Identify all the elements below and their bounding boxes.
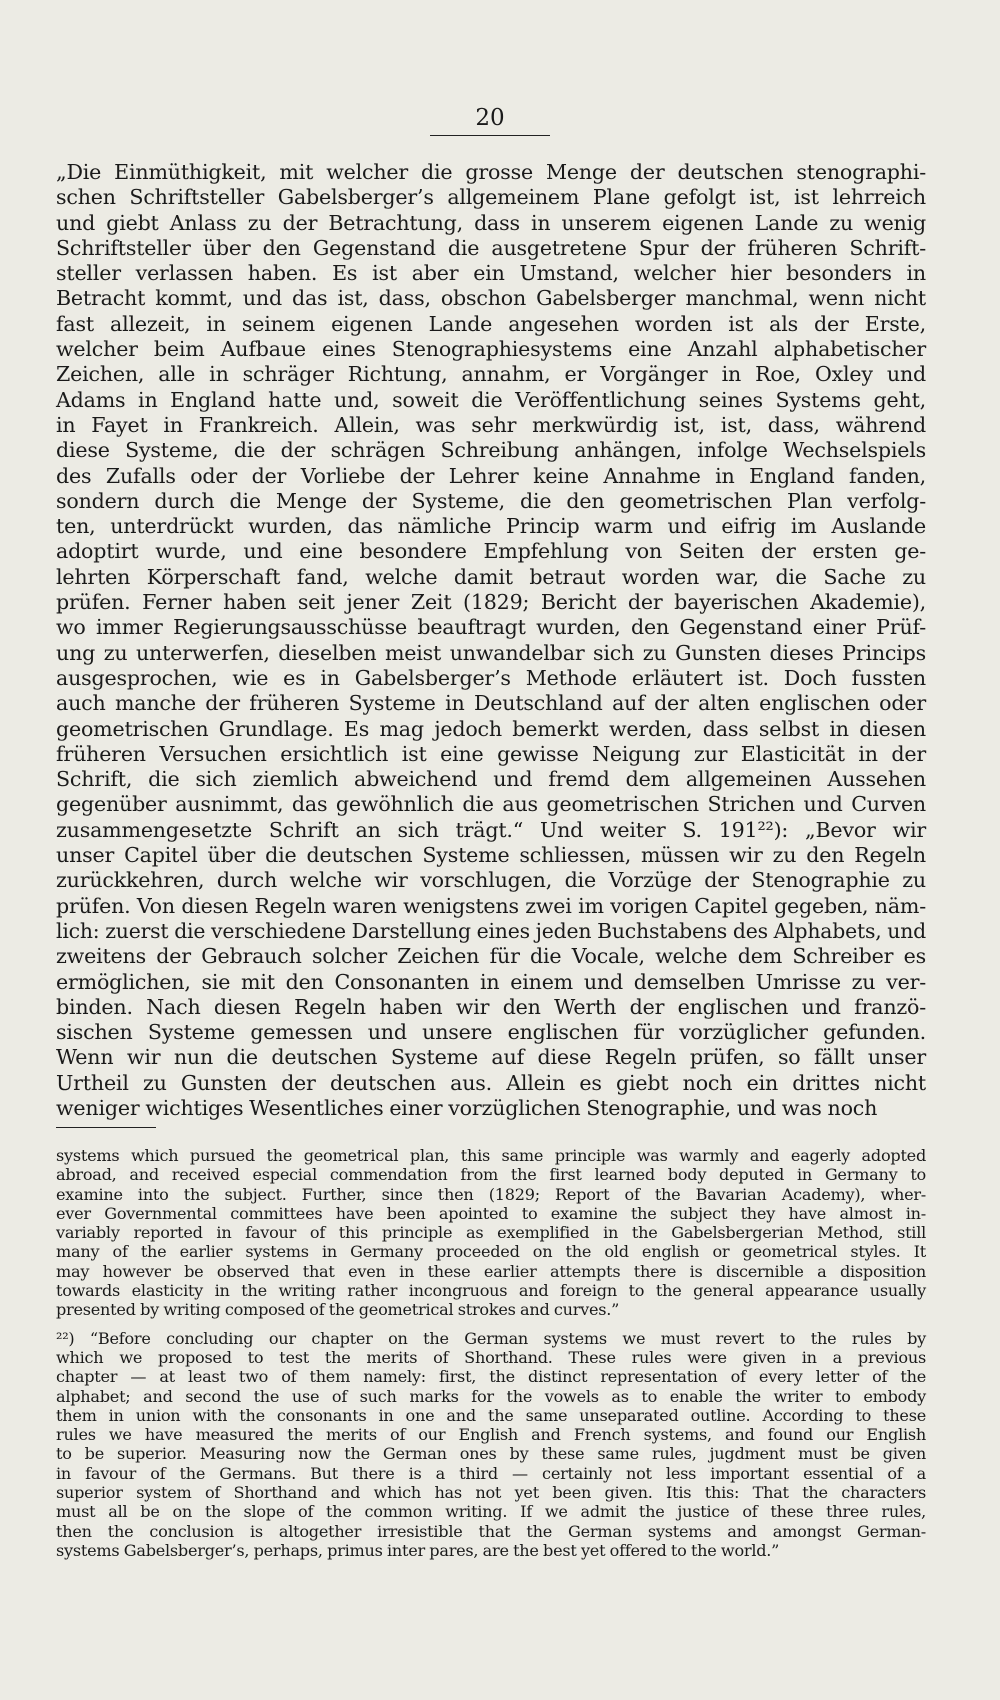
footnote-line: rules we have measured the merits of our English and French systems, and found our English (56, 1425, 926, 1445)
footnote-22 (56, 1329, 926, 1561)
footnote-gap (56, 1320, 926, 1329)
text-line: diese Systeme, die der schrägen Schreibung anhängen, infolge Wechselspiels (56, 438, 926, 463)
footnote-line: superior system of Shorthand and which has not yet been given. Itis this: That the characters (56, 1483, 926, 1503)
text-line: prüfen. Von diesen Regeln waren wenigstens zwei im vorigen Capitel gegeben, näm- (56, 893, 926, 918)
text-line: zweitens der Gebrauch solcher Zeichen für die Vocale, welche dem Schreiber es (56, 944, 926, 969)
text-line: fast allezeit, in seinem eigenen Lande angesehen worden ist als der Erste, (56, 311, 926, 336)
text-line: in Fayet in Frankreich. Allein, was sehr merkwürdig ist, ist, dass, während (56, 412, 926, 437)
footnote-line: them in union with the consonants in one and the same unseparated outline. According to these (56, 1405, 926, 1425)
text-line: lehrten Körperschaft fand, welche damit betraut worden war, die Sache zu (56, 564, 926, 589)
text-line: geometrischen Grundlage. Es mag jedoch bemerkt werden, dass selbst in diesen (56, 716, 926, 741)
footnote-line: which we proposed to test the merits of Shorthand. These rules were given in a previous (56, 1347, 926, 1367)
text-line: Schriftsteller über den Gegenstand die ausgetretene Spur der früheren Schrift- (56, 235, 926, 260)
footnote-line: towards elasticity in the writing rather incongruous and foreign to the general appearance usually (56, 1281, 926, 1301)
text-line: wo immer Regierungsausschüsse beauftragt wurden, den Gegenstand einer Prüf- (56, 615, 926, 640)
footnote-line: ²²) “Before concluding our chapter on the German systems we must revert to the rules by (56, 1328, 926, 1348)
text-line: ten, unterdrückt wurden, das nämliche Princip warm und eifrig im Auslande (56, 514, 926, 539)
text-line: Zeichen, alle in schräger Richtung, annahm, er Vorgänger in Roe, Oxley und (56, 362, 926, 387)
text-line: Wenn wir nun die deutschen Systeme auf diese Regeln prüfen, so fällt unser (56, 1045, 926, 1070)
text-line: adoptirt wurde, und eine besondere Empfehlung von Seiten der ersten ge- (56, 539, 926, 564)
text-line: sondern durch die Menge der Systeme, die den geometrischen Plan verfolg- (56, 488, 926, 513)
text-line: Adams in England hatte und, soweit die Veröffentlichung seines Systems geht, (56, 387, 926, 412)
text-line: welcher beim Aufbaue eines Stenographiesystems eine Anzahl alphabetischer (56, 337, 926, 362)
text-line: Urtheil zu Gunsten der deutschen aus. Allein es giebt noch ein drittes nicht (56, 1070, 926, 1095)
main-text (56, 160, 926, 1121)
text-line: ausgesprochen, wie es in Gabelsberger’s Methode erläutert ist. Doch fussten (56, 665, 926, 690)
text-line: des Zufalls oder der Vorliebe der Lehrer keine Annahme in England fanden, (56, 463, 926, 488)
text-line: auch manche der früheren Systeme in Deutschland auf der alten englischen oder (56, 691, 926, 716)
footnote-line: ever Governmental committees have been apointed to examine the subject they have almost in- (56, 1203, 926, 1223)
text-line: unser Capitel über die deutschen Systeme schliessen, müssen wir zu den Regeln (56, 843, 926, 868)
footnote-line: systems Gabelsberger’s, perhaps, primus inter pares, are the best yet offered to the world.” (56, 1540, 780, 1560)
footnote-line: in favour of the Germans. But there is a third — certainly not less important essential of a (56, 1463, 926, 1483)
footnote-line: systems which pursued the geometrical plan, this same principle was warmly and eagerly adopted (56, 1146, 926, 1165)
text-line: binden. Nach diesen Regeln haben wir den Werth der englischen und franzö- (56, 994, 926, 1019)
footnote-divider (56, 1127, 156, 1128)
text-line: und giebt Anlass zu der Betrachtung, dass in unserem eigenen Lande zu wenig (56, 210, 926, 235)
text-line: ung zu unterwerfen, dieselben meist unwandelbar sich zu Gunsten dieses Princips (56, 640, 926, 665)
text-line: sischen Systeme gemessen und unsere englischen für vorzüglicher gefunden. (56, 1020, 926, 1045)
footnote-line: abroad, and received especial commendation from the first learned body deputed in Germany to (56, 1165, 926, 1185)
text-line: „Die Einmüthigkeit, mit welcher die grosse Menge der deutschen stenographi- (56, 160, 926, 184)
footnote-line: must all be on the slope of the common writing. If we admit the justice of these three rules, (56, 1502, 926, 1522)
footnote-line: then the conclusion is altogether irresistible that the German systems and amongst German- (56, 1521, 926, 1541)
text-line: früheren Versuchen ersichtlich ist eine gewisse Neigung zur Elasticität in der (56, 741, 926, 766)
footnote-line: many of the earlier systems in Germany proceeded on the old english or geometrical styles. It (56, 1242, 926, 1262)
footnote-continued (56, 1146, 926, 1320)
footnote-line: to be superior. Measuring now the German ones by these same rules, jugdment must be given (56, 1444, 926, 1464)
footnote-line: variably reported in favour of this principle as exemplified in the Gabelsbergerian Method, still (56, 1223, 926, 1243)
footnote-line: may however be observed that even in these earlier attempts there is discernible a disposition (56, 1261, 926, 1281)
text-line: lich: zuerst die verschiedene Darstellung eines jeden Buchstabens des Alphabets, und (56, 918, 926, 943)
footnotes (56, 1146, 926, 1560)
text-line: Betracht kommt, und das ist, dass, obschon Gabelsberger manchmal, wenn nicht (56, 286, 926, 311)
footnote-line: alphabet; and second the use of such marks for the vowels as to enable the writer to embody (56, 1386, 926, 1406)
text-line: weniger wichtiges Wesentliches einer vorzüglichen Stenographie, und was noch (56, 1095, 878, 1120)
text-line: schen Schriftsteller Gabelsberger’s allgemeinem Plane gefolgt ist, ist lehrreich (56, 185, 926, 210)
text-line: gegenüber ausnimmt, das gewöhnlich die aus geometrischen Strichen und Curven (56, 792, 926, 817)
text-line: ermöglichen, sie mit den Consonanten in einem und demselben Umrisse zu ver- (56, 969, 926, 994)
page-number: 20 (430, 104, 550, 136)
footnote-line: examine into the subject. Further, since then (1829; Report of the Bavarian Academy), wher- (56, 1184, 926, 1204)
text-line: Schrift, die sich ziemlich abweichend und fremd dem allgemeinen Aussehen (56, 767, 926, 792)
text-line: steller verlassen haben. Es ist aber ein Umstand, welcher hier besonders in (56, 261, 926, 286)
text-line: zusammengesetzte Schrift an sich trägt.“ Und weiter S. 191²²): „Bevor wir (56, 817, 926, 842)
text-line: zurückkehren, durch welche wir vorschlugen, die Vorzüge der Stenographie zu (56, 868, 926, 893)
footnote-line: presented by writing composed of the geometrical strokes and curves.” (56, 1300, 620, 1320)
text-line: prüfen. Ferner haben seit jener Zeit (1829; Bericht der bayerischen Akademie), (56, 590, 926, 615)
footnote-line: chapter — at least two of them namely: first, the distinct representation of every letter of the (56, 1367, 926, 1387)
